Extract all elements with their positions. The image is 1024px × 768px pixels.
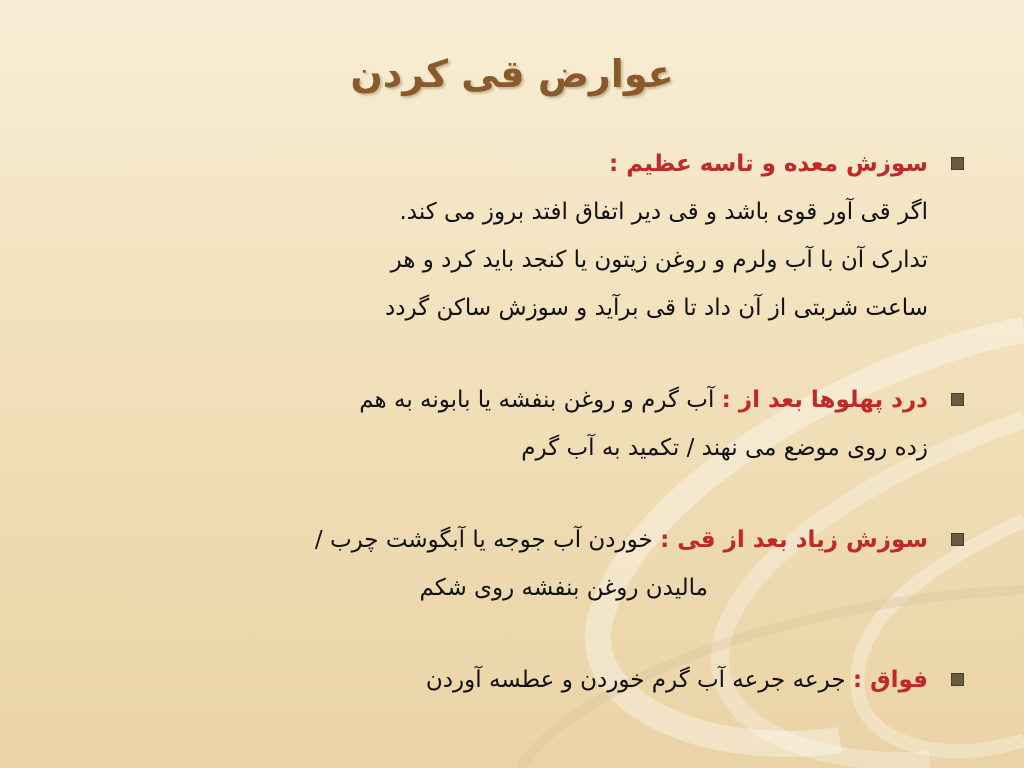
bullet-item-side-pain (224, 376, 964, 472)
square-bullet-icon (951, 393, 964, 406)
item-text: آب گرم و روغن بنفشه یا بابونه به هم (359, 387, 715, 413)
item-text-line: ساعت شربتی از آن داد تا قی برآید و سوزش ساکن گردد (385, 295, 928, 321)
item-text: خوردن آب جوجه یا آبگوشت چرب / (314, 527, 653, 553)
bullet-item-heavy-burning (224, 516, 964, 612)
item-heading: سوزش زیاد بعد از قی : (660, 527, 928, 553)
item-text-line: مالیدن روغن بنفشه روی شکم (419, 575, 708, 601)
slide-title: عوارض قی کردن (350, 52, 674, 96)
bullet-list (224, 140, 964, 704)
bullet-item-stomach-burning (224, 140, 964, 332)
item-text-line: اگر قی آور قوی باشد و قی دیر اتفاق افتد بروز می کند. (399, 199, 928, 225)
bullet-item-hiccup (224, 656, 964, 704)
square-bullet-icon (951, 533, 964, 546)
item-heading: فواق : (852, 667, 928, 693)
item-text: جرعه جرعه آب گرم خوردن و عطسه آوردن (425, 667, 846, 693)
square-bullet-icon (951, 157, 964, 170)
item-text-line: زده روی موضع می نهند / تکمید به آب گرم (521, 435, 928, 461)
item-text-line: تدارک آن با آب ولرم و روغن زیتون یا کنجد باید کرد و هر (390, 247, 928, 273)
item-heading: سوزش معده و تاسه عظیم : (608, 151, 928, 177)
item-heading: درد پهلوها بعد از : (721, 387, 928, 413)
square-bullet-icon (951, 673, 964, 686)
